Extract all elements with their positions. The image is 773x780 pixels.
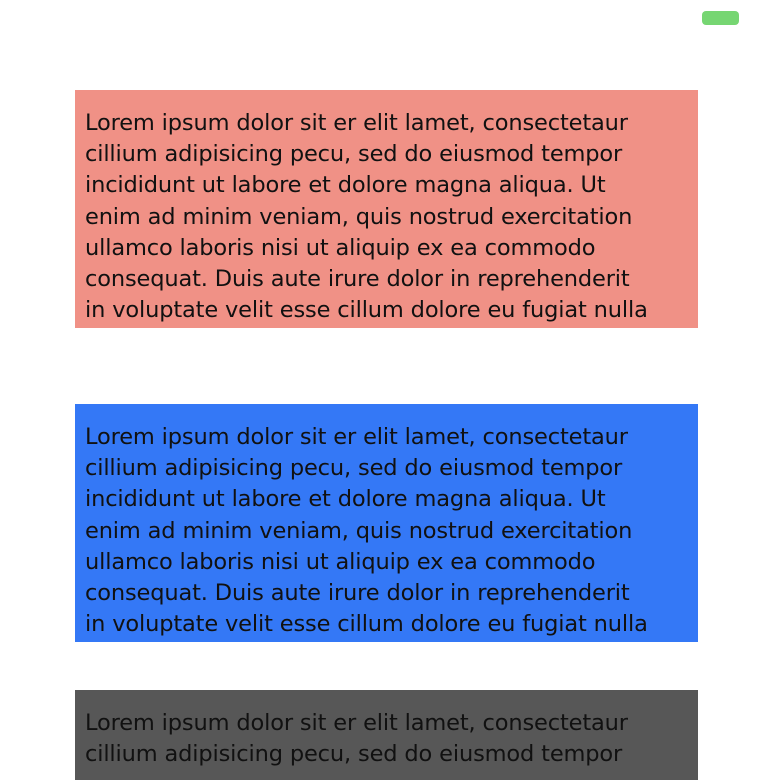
text-line: Lorem ipsum dolor sit er elit lamet, consectetaur: [85, 110, 628, 136]
text-line: ullamco laboris nisi ut aliquip ex ea commodo: [85, 234, 596, 261]
text-line: Lorem ipsum dolor sit er elit lamet, consectetaur: [85, 424, 628, 450]
blue-text-box: [75, 404, 698, 642]
text-line: incididunt ut labore et dolore magna aliqua. Ut: [85, 172, 606, 199]
text-line: cillium adipisicing pecu, sed do eiusmod tempor: [85, 455, 623, 482]
text-line: incididunt ut labore et dolore magna aliqua. Ut: [85, 486, 606, 513]
status-indicator: [702, 11, 739, 25]
text-line: Lorem ipsum dolor sit er elit lamet, consectetaur: [85, 710, 628, 736]
text-line: in voluptate velit esse cillum dolore eu fugiat nulla: [85, 297, 648, 324]
text-line: cillium adipisicing pecu, sed do eiusmod tempor: [85, 741, 623, 768]
text-line: cillium adipisicing pecu, sed do eiusmod tempor: [85, 141, 623, 168]
text-line: consequat. Duis aute irure dolor in reprehenderit: [85, 580, 630, 607]
text-line: enim ad minim veniam, quis nostrud exercitation: [85, 517, 633, 544]
text-line: enim ad minim veniam, quis nostrud exercitation: [85, 203, 633, 230]
text-line: consequat. Duis aute irure dolor in reprehenderit: [85, 266, 630, 293]
text-line: in voluptate velit esse cillum dolore eu fugiat nulla: [85, 611, 648, 638]
gray-text-box: [75, 690, 698, 780]
red-text-box: [75, 90, 698, 328]
text-line: ullamco laboris nisi ut aliquip ex ea commodo: [85, 548, 596, 575]
